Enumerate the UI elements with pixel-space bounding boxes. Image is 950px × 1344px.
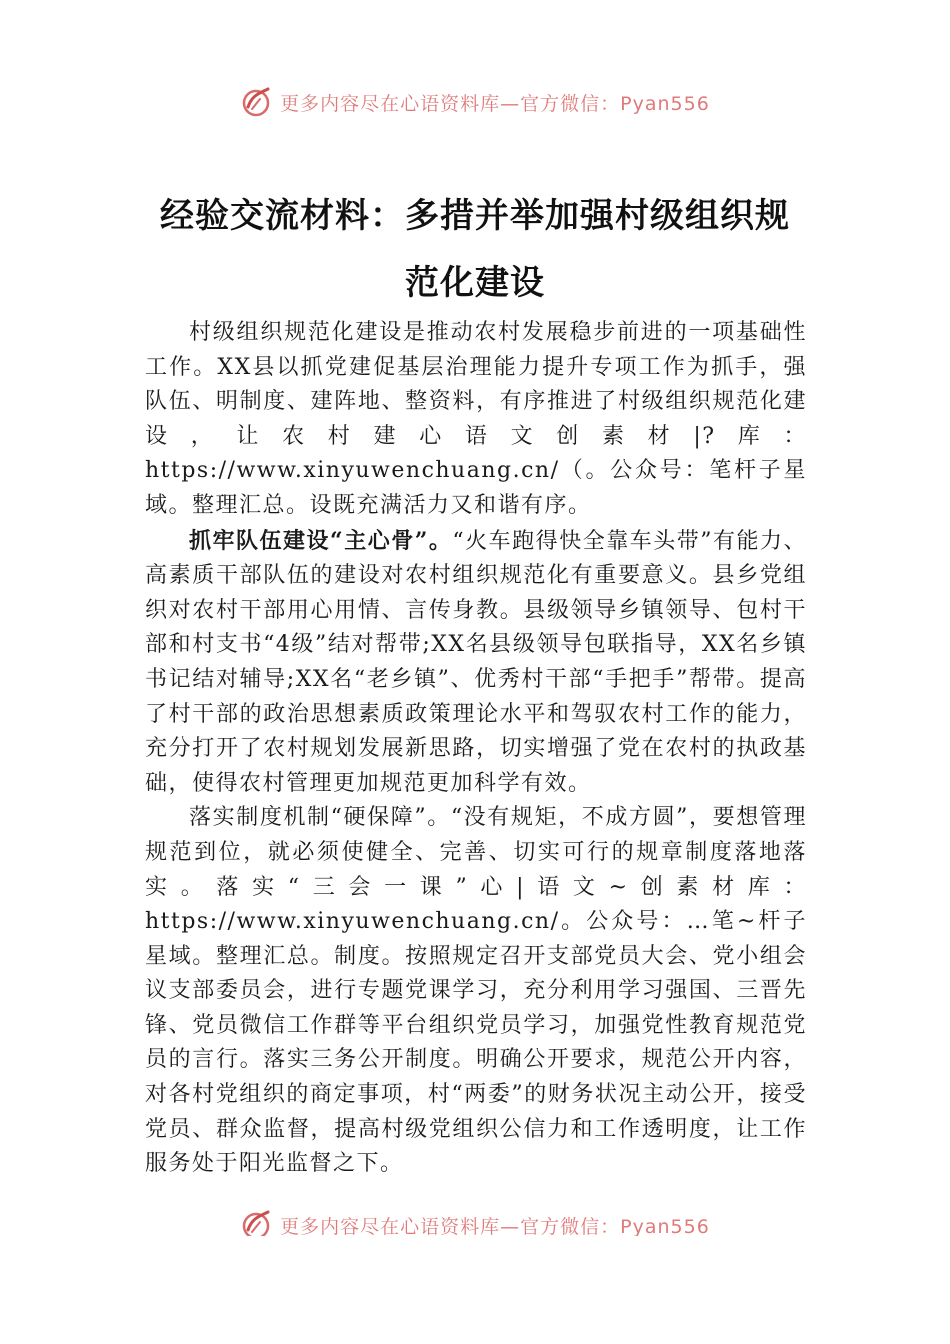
document-title-line2: 范化建设 (405, 263, 545, 303)
paragraph-3-text: 落实制度机制“硬保障”。“没有规矩，不成方圆”，要想管理规范到位，就必须使健全、完善、切实可行的规章制度落地落实。落实“三会一课”心|语文~创素材库：https://www.xinyuwenchuang.cn/。公众号：…笔~杆子星域。整理汇总。制度。按照规定召开支部党员大会、党小组会议支部委员会，进行专题党课学习，充分利用学习强国、三晋先锋、党员微信工作群等平台组织党员学习，加强党性教育规范党员的言行。落实三务公开制度。明确公开要求，规范公开内容，对各村党组织的商定事项，村“两委”的财务状况主动公开，接受党员、群众监督，提高村级党组织公信力和工作透明度，让工作服务处于阳光监督之下。 (145, 805, 807, 1177)
brand-logo-icon (240, 85, 274, 119)
footer-watermark (0, 1206, 950, 1236)
paragraph-2-text: “火车跑得快全靠车头带”有能力、高素质干部队伍的建设对农村组织规范化有重要意义。县乡党组织对农村干部用心用情、言传身教。县级领导乡镇领导、包村干部和村支书“4级”结对帮带;XX名县级领导包联指导，XX名乡镇书记结对辅导;XX名“老乡镇”、优秀村干部“手把手”帮带。提高了村干部的政治思想素质政策理论水平和驾驭农村工作的能力，充分打开了农村规划发展新思路，切实增强了党在农村的执政基础，使得农村管理更加规范更加科学有效。 (145, 528, 808, 796)
paragraph-1 (145, 316, 807, 524)
document-body (145, 316, 807, 1182)
paragraph-2 (145, 524, 807, 802)
document-title-line1: 经验交流材料：多措并举加强村级组织规 (160, 196, 790, 236)
watermark-text: 更多内容尽在心语资料库—官方微信：Pyan556 (280, 92, 710, 115)
paragraph-1-text: 村级组织规范化建设是推动农村发展稳步前进的一项基础性工作。XX县以抓党建促基层治理能力提升专项工作为抓手，强队伍、明制度、建阵地、整资料，有序推进了村级组织规范化建设，让农村建心语文创素材|?库：https://www.xinyuwenchuang.cn/（。公众号：笔杆子星域。整理汇总。设既充满活力又和谐有序。 (145, 320, 807, 518)
paragraph-3 (145, 801, 807, 1182)
brand-logo-icon (240, 1208, 274, 1236)
watermark-text: 更多内容尽在心语资料库—官方微信：Pyan556 (280, 1215, 710, 1236)
header-watermark (0, 82, 950, 122)
paragraph-2-lead: 抓牢队伍建设“主心骨”。 (189, 527, 453, 554)
